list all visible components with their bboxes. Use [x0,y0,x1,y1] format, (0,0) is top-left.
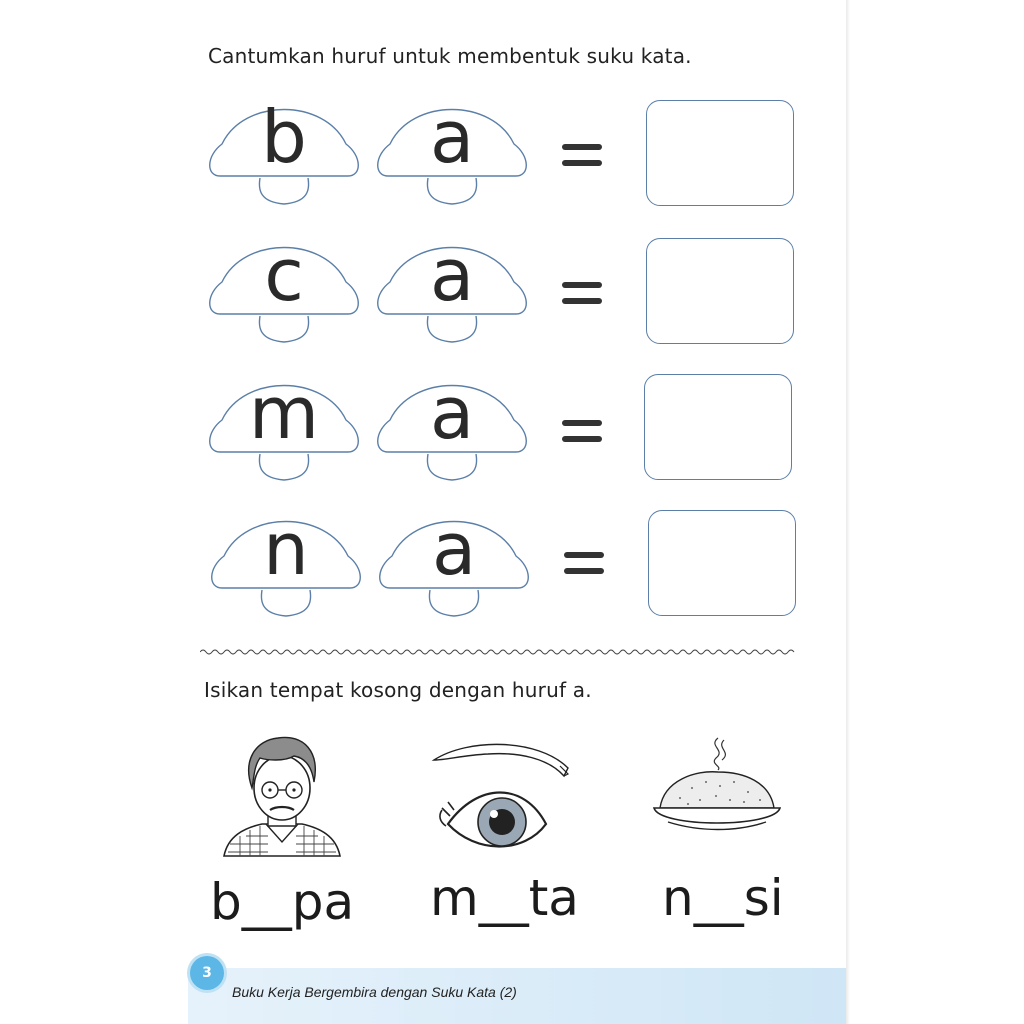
fill-word-mata: m__ta [430,869,579,927]
syllable-row [0,498,1024,622]
answer-box[interactable] [646,100,794,206]
mushroom-consonant [208,224,360,348]
grandfather-icon [220,732,344,858]
vowel-letter: a [429,371,475,455]
answer-box[interactable] [644,374,792,480]
mushroom-vowel [376,362,528,486]
answer-box[interactable] [646,238,794,344]
equals-sign [564,552,604,576]
syllable-row [0,362,1024,486]
mushroom-consonant [208,86,360,210]
mushroom-vowel [378,498,530,622]
vowel-letter: a [429,233,475,317]
consonant-letter: n [263,507,309,591]
answer-box[interactable] [648,510,796,616]
syllable-row [0,86,1024,210]
book-title: Buku Kerja Bergembira dengan Suku Kata (2) [232,984,517,1000]
equals-sign [562,144,602,168]
section2-heading: Isikan tempat kosong dengan huruf a. [204,678,592,702]
mushroom-vowel [376,86,528,210]
section1-heading: Cantumkan huruf untuk membentuk suku kata. [208,44,692,68]
mushroom-consonant [210,498,362,622]
page-number: 3 [190,956,224,990]
fill-word-nasi: n__si [662,869,784,927]
consonant-letter: m [248,371,320,455]
eye-icon [428,738,574,854]
consonant-letter: b [261,95,307,179]
syllable-row [0,224,1024,348]
fill-word-bapa: b__pa [210,873,355,931]
rice-plate-icon [650,736,784,846]
wavy-divider [200,646,800,658]
equals-sign [562,282,602,306]
vowel-letter: a [429,95,475,179]
equals-sign [562,420,602,444]
vowel-letter: a [431,507,477,591]
mushroom-consonant [208,362,360,486]
mushroom-vowel [376,224,528,348]
consonant-letter: c [264,233,304,317]
